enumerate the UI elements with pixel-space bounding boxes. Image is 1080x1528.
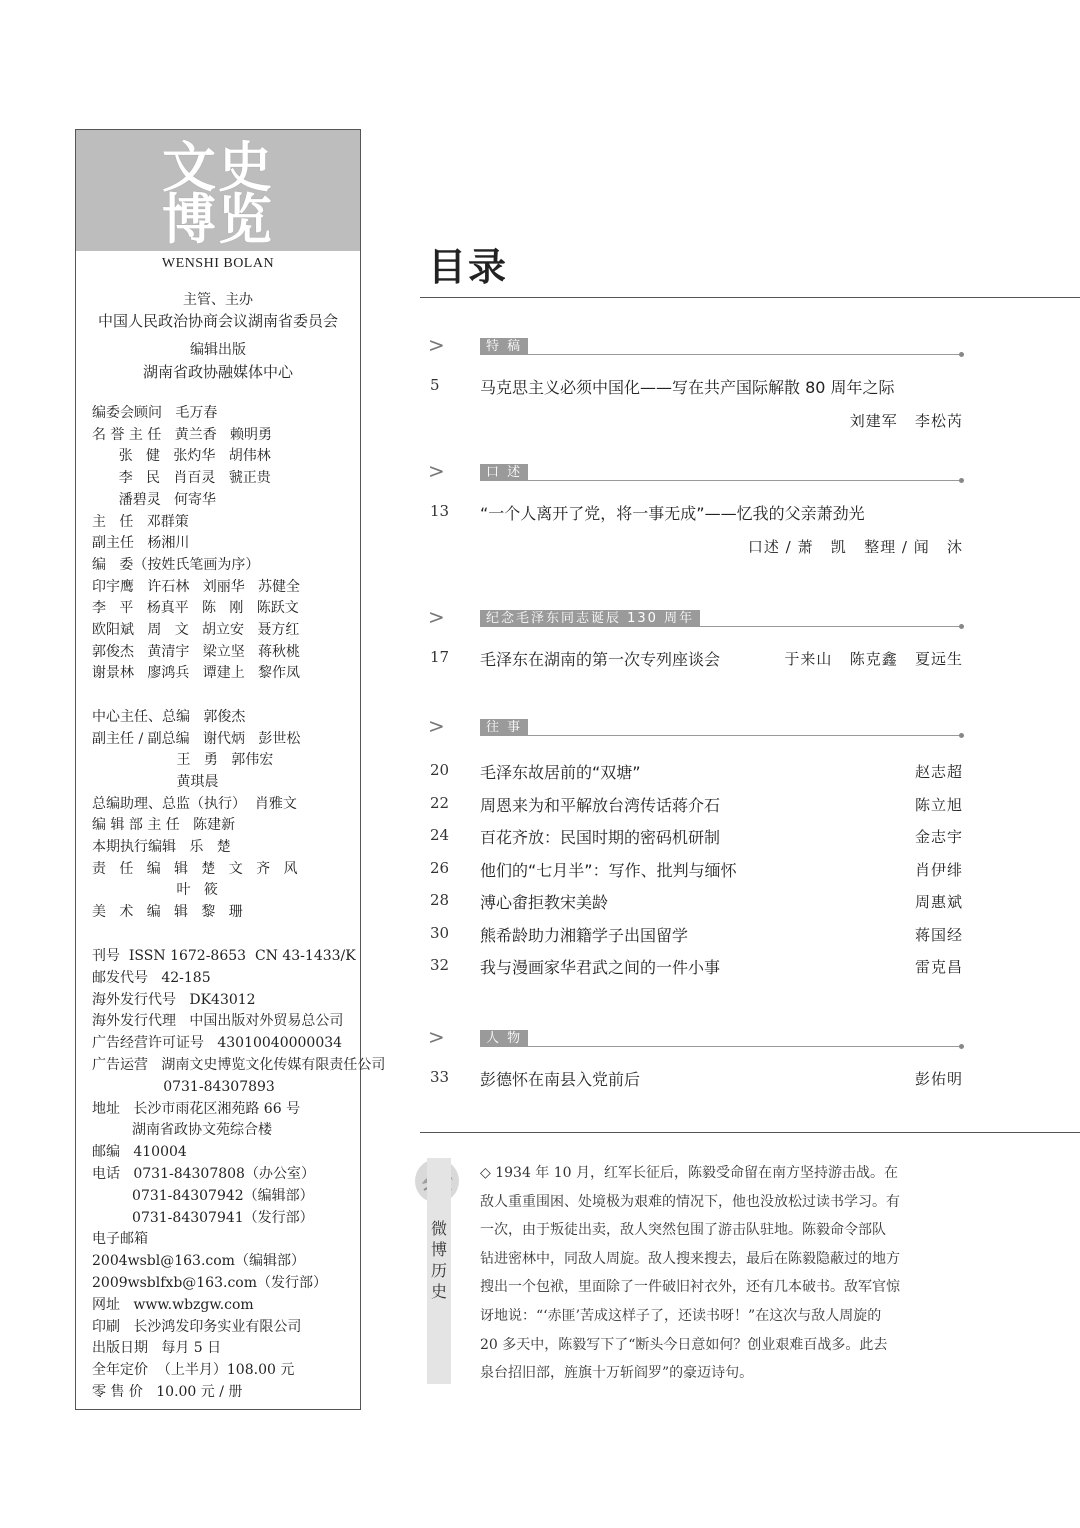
section-rule: [480, 735, 964, 736]
staff-line: 潘碧灵 何寄华: [92, 491, 217, 508]
page-number: 24: [430, 826, 450, 844]
article-title: 百花齐放：民国时期的密码机研制: [480, 828, 721, 847]
chevron-right-icon: >: [428, 605, 445, 629]
info-line: 2004wsbl@163.com（编辑部）: [92, 1253, 305, 1270]
sponsor: 中国人民政治协商会议湖南省委员会: [97, 312, 338, 330]
staff-line: 名 誉 主 任 黄兰香 赖明勇: [92, 426, 273, 443]
info-line: 出版日期 每月 5 日: [92, 1340, 222, 1357]
page-number: 5: [430, 376, 440, 394]
article-title: 周恩来为和平解放台湾传话蒋介石: [480, 795, 721, 815]
article-title: 溥心畬拒教宋美龄: [480, 893, 609, 912]
label-char: 微: [430, 1219, 447, 1238]
info-line: 0731-84307941（发行部）: [92, 1209, 314, 1226]
info-line: 邮编 410004: [92, 1144, 187, 1161]
label-char: 历: [430, 1261, 447, 1280]
info-line: 全年定价 （上半月）108.00 元: [92, 1362, 295, 1379]
sponsor-label: 主管、主办: [183, 292, 253, 308]
article-title: 我与漫画家华君武之间的一件小事: [480, 958, 721, 977]
logo-char: 览: [218, 187, 272, 251]
staff-line: 本期执行编辑 乐 楚: [92, 839, 231, 855]
article-author: 蒋国经: [914, 925, 963, 944]
article-author: 口述 / 萧 凯 整理 / 闻 沐: [747, 538, 963, 556]
staff-line: 中心主任、总编 郭俊杰: [92, 708, 246, 725]
staff-line: 印宇鹰 许石林 刘丽华 苏健全: [92, 578, 301, 595]
section-tag: 纪念毛泽东同志诞辰 130 周年: [480, 610, 700, 627]
staff-line: 美 术 编 辑 黎 珊: [92, 904, 243, 921]
chevron-right-icon: >: [428, 1025, 445, 1049]
info-line: 电子邮箱: [92, 1231, 148, 1248]
publisher-label: 编辑出版: [190, 342, 246, 358]
article-author: 刘建军 李松芮: [849, 412, 963, 430]
info-line: 湖南省政协文苑综合楼: [92, 1122, 273, 1139]
info-line: 零 售 价 10.00 元 / 册: [92, 1384, 243, 1400]
staff-line: 叶 筱: [92, 882, 218, 899]
staff-line: 李 平 杨真平 陈 刚 陈跃文: [92, 600, 299, 617]
page-number: 30: [430, 923, 450, 942]
section-rule: [480, 626, 964, 627]
staff-line: 王 勇 郭伟宏: [92, 752, 274, 769]
article-title: 他们的“七月半”：写作、批判与缅怀: [480, 860, 737, 880]
weibo-line: 一次，由于叛徒出卖，敌人突然包围了游击队驻地。陈毅命令部队: [480, 1222, 886, 1239]
weibo-line: 20 多天中，陈毅写下了“断头今日意如何？创业艰难百战多。此去: [480, 1336, 888, 1353]
page-number: 32: [430, 956, 450, 974]
staff-line: 总编助理、总监（执行） 肖雅文: [92, 795, 297, 812]
section-tag: 特 稿: [480, 338, 528, 355]
staff-line: 编 委（按姓氏笔画为序）: [92, 556, 260, 573]
page-title: 目录: [428, 245, 509, 289]
section-rule-dot-icon: [959, 478, 964, 483]
article-author: 彭佑明: [914, 1070, 963, 1088]
staff-line: 张 健 张灼华 胡伟林: [92, 448, 271, 465]
publisher: 湖南省政协融媒体中心: [142, 363, 293, 381]
logo-band: [76, 130, 360, 251]
staff-line: 责 任 编 辑 楚 文 齐 风: [92, 860, 298, 877]
info-line: 印刷 长沙鸿发印务实业有限公司: [92, 1318, 302, 1335]
info-line: 电话 0731-84307808（办公室）: [92, 1166, 315, 1182]
article-title: 毛泽东故居前的“双塘”: [480, 763, 641, 782]
info-line: 邮发代号 42-185: [92, 969, 211, 986]
info-line: 广告运营 湖南文史博览文化传媒有限责任公司: [92, 1057, 386, 1073]
article-author: 赵志超: [914, 763, 963, 781]
page-number: 33: [430, 1068, 450, 1086]
info-line: 地址 长沙市雨花区湘苑路 66 号: [92, 1100, 301, 1117]
staff-line: 郭俊杰 黄清宇 梁立坚 蒋秋桃: [92, 643, 301, 660]
section-rule-dot-icon: [959, 1044, 964, 1049]
article-title: 毛泽东在湖南的第一次专列座谈会: [480, 650, 721, 669]
chevron-right-icon: >: [428, 459, 445, 483]
info-line: 海外发行代理 中国出版对外贸易总公司: [92, 1013, 344, 1030]
info-line: 海外发行代号 DK43012: [92, 991, 256, 1008]
article-title: 彭德怀在南县入党前后: [480, 1070, 641, 1089]
masthead-box: [75, 129, 386, 1410]
article-author: 陈立旭: [914, 795, 963, 814]
title-divider: [420, 297, 1080, 298]
staff-line: 欧阳斌 周 文 胡立安 聂方红: [92, 622, 300, 638]
info-line: 广告经营许可证号 43010040000034: [92, 1035, 343, 1052]
article-title: “一个人离开了党，将一事无成”——忆我的父亲萧劲光: [480, 504, 865, 523]
weibo-history-label: [427, 1218, 451, 1302]
article-author: 于来山 陈克鑫 夏远生: [784, 650, 963, 668]
bottom-divider: [420, 1132, 1080, 1133]
info-line: 网址 www.wbzgw.com: [92, 1296, 254, 1313]
staff-line: 副主任 / 副总编 谢代炳 彭世松: [92, 730, 301, 747]
section-rule-dot-icon: [959, 624, 964, 629]
chevron-right-icon: >: [428, 333, 445, 357]
weibo-line: 搜出一个包袱，里面除了一件破旧衬衣外，还有几本破书。敌军官惊: [480, 1279, 900, 1296]
magazine-title-en: WENSHI BOLAN: [161, 256, 275, 271]
section-rule: [480, 354, 964, 355]
section-rule: [480, 1046, 964, 1047]
staff-line: 编委会顾问 毛万春: [92, 405, 218, 421]
article-author: 周惠斌: [914, 893, 963, 911]
page-number: 13: [430, 502, 450, 520]
article-title: 熊希龄助力湘籍学子出国留学: [480, 925, 689, 945]
info-line: 0731-84307893: [92, 1078, 275, 1095]
staff-line: 副主任 杨湘川: [92, 535, 190, 552]
article-title: 马克思主义必须中国化——写在共产国际解散 80 周年之际: [480, 378, 895, 397]
weibo-line: ◇ 1934 年 10 月，红军长征后，陈毅受命留在南方坚持游击战。在: [480, 1165, 899, 1181]
info-line: 0731-84307942（编辑部）: [92, 1187, 314, 1204]
chevron-right-icon: >: [428, 714, 445, 738]
staff-line: 谢景林 廖鸿兵 谭建上 黎作凤: [92, 665, 301, 682]
article-author: 雷克昌: [914, 958, 963, 976]
logo-char: 史: [218, 135, 272, 199]
section-rule-dot-icon: [959, 733, 964, 738]
section-rule-dot-icon: [959, 352, 964, 357]
staff-line: 编 辑 部 主 任 陈建新: [92, 817, 236, 834]
staff-line: 黄琪晨: [92, 773, 219, 790]
page-number: 20: [430, 761, 450, 779]
weibo-line: 泉台招旧部，旌旗十万斩阎罗”的豪迈诗句。: [480, 1365, 754, 1382]
section-tag: 往 事: [480, 719, 528, 736]
logo-char: 文: [162, 135, 216, 199]
weibo-line: 敌人重重围困、处境极为艰难的情况下，他也没放松过读书学习。有: [480, 1193, 900, 1210]
page-number: 17: [430, 648, 450, 666]
staff-line: 主 任 邓群策: [92, 513, 189, 530]
logo-char: 博: [162, 187, 216, 251]
staff-line: 李 民 肖百灵 虢正贵: [92, 470, 271, 487]
section-tag: 口 述: [480, 464, 528, 481]
label-char: 史: [430, 1282, 447, 1301]
info-line: 刊号 ISSN 1672-8653 CN 43-1433/K: [92, 948, 356, 964]
weibo-line: 讶地说：“‘赤匪’苦成这样子了，还读书呀！”在这次与敌人周旋的: [480, 1308, 882, 1324]
article-author: 肖伊绯: [914, 860, 963, 879]
page-number: 28: [430, 891, 450, 909]
section-tag: 人 物: [480, 1030, 528, 1047]
article-author: 金志宇: [914, 828, 963, 846]
page-number: 26: [430, 858, 450, 877]
label-char: 博: [430, 1240, 447, 1259]
info-line: 2009wsblfxb@163.com（发行部）: [92, 1275, 327, 1291]
page-number: 22: [430, 793, 450, 812]
weibo-line: 钻进密林中，同敌人周旋。敌人搜来搜去，最后在陈毅隐蔽过的地方: [480, 1250, 900, 1267]
section-rule: [480, 480, 964, 481]
